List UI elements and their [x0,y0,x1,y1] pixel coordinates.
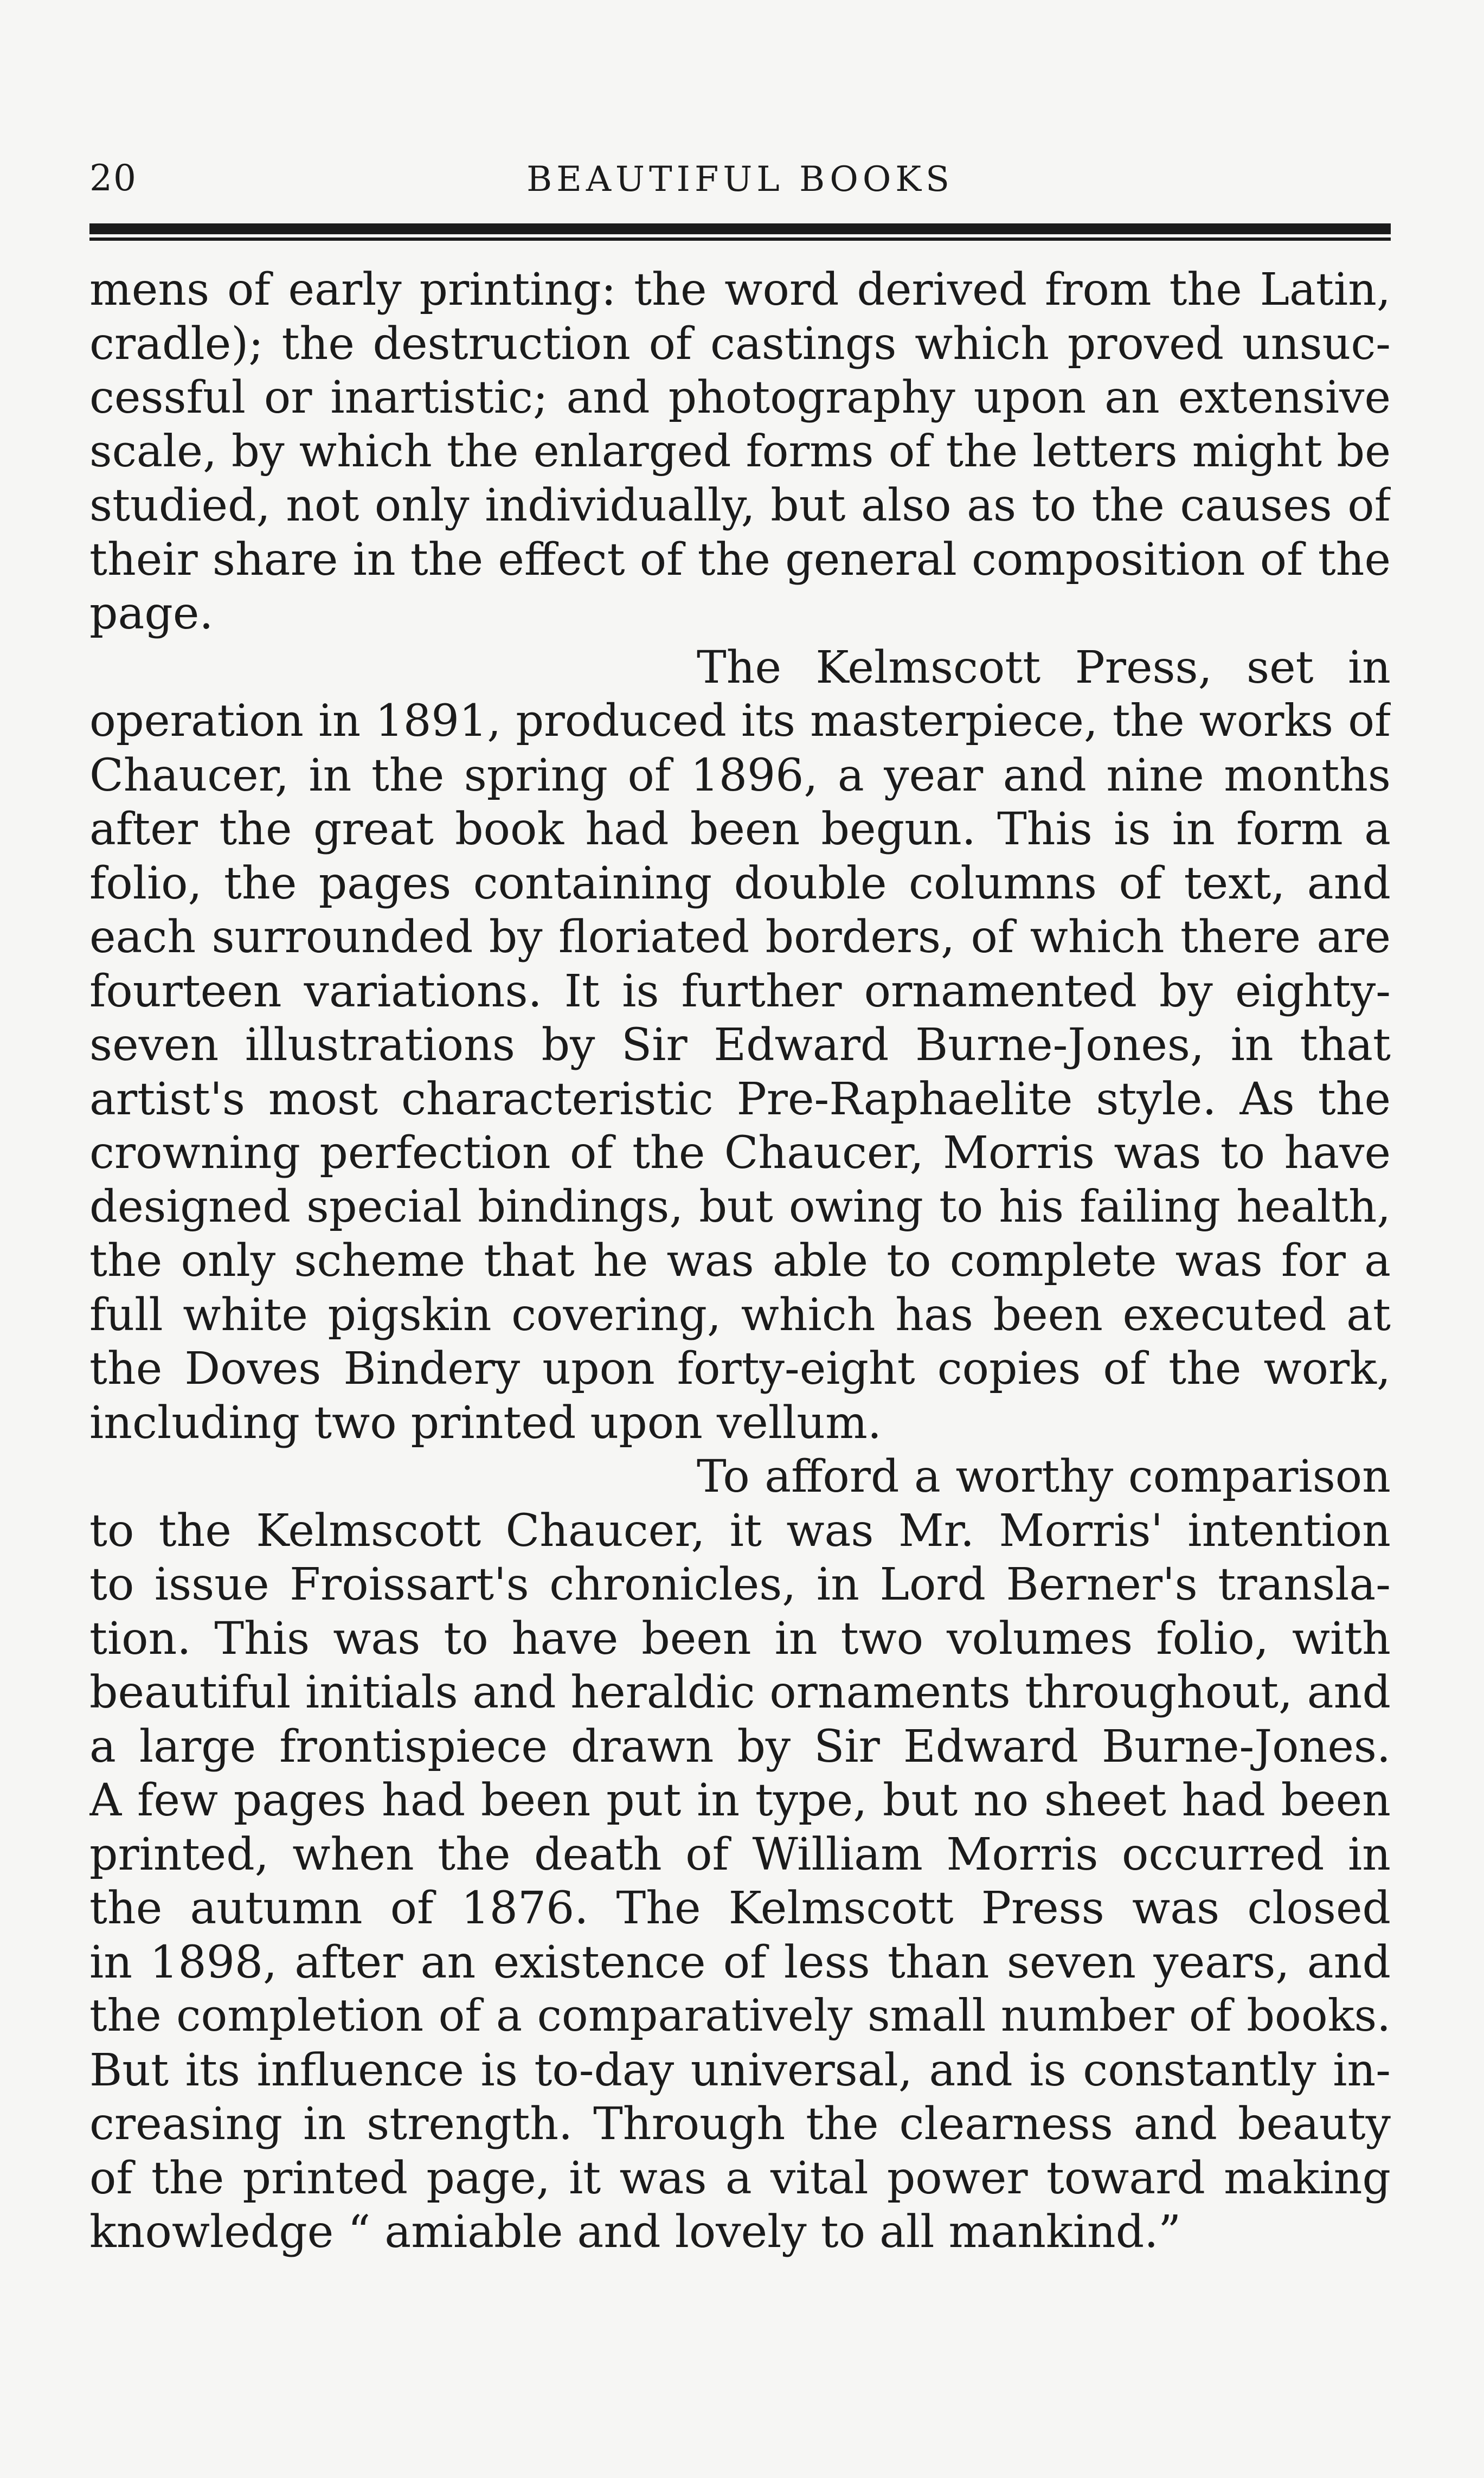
text-line: scale, by which the enlarged forms of the letters might be [89,426,1391,477]
paragraph-start: The Kelmscott Press, set in [697,641,1391,694]
text-line: seven illustrations by Sir Edward Burne-Jones, in that [89,1019,1391,1071]
text-line: the only scheme that he was able to complete was for a [89,1235,1391,1287]
text-line: in 1898, after an existence of less than seven years, and [89,1936,1391,1988]
text-line: page. [89,588,214,639]
text-line: artist's most characteristic Pre-Raphaelite style. As the [89,1073,1391,1125]
text-line: But its influence is to-day universal, and is constantly in- [89,2044,1391,2096]
body-text [89,263,1391,2259]
text-line: each surrounded by floriated borders, of which there are [89,911,1391,963]
text-line: the Doves Bindery upon forty-eight copies of the work, [89,1343,1391,1395]
text-line: cradle); the destruction of castings which proved unsuc- [89,318,1391,370]
text-line: Chaucer, in the spring of 1896, a year and nine months [89,749,1391,801]
header-rule-thick [89,223,1391,234]
text-line: knowledge “ amiable and lovely to all mankind.” [89,2206,1181,2258]
text-line: to the Kelmscott Chaucer, it was Mr. Morris' intention [89,1505,1391,1557]
text-line: including two printed upon vellum. [89,1397,882,1449]
text-line: studied, not only individually, but also as to the causes of [89,480,1391,531]
text-line: of the printed page, it was a vital power toward making [89,2152,1391,2204]
text-line: fourteen variations. It is further ornamented by eighty- [89,965,1391,1017]
text-line: to issue Froissart's chronicles, in Lord Berner's transla- [89,1559,1391,1610]
text-line: mens of early printing: the word derived from the Latin, [89,264,1391,316]
text-line: crowning perfection of the Chaucer, Morris was to have [89,1127,1391,1179]
text-line: designed special bindings, but owing to his failing health, [89,1181,1391,1232]
text-line: their share in the effect of the general composition of the [89,534,1391,586]
header-rule-thin [89,237,1391,241]
text-line: a large frontispiece drawn by Sir Edward Burne-Jones. [89,1721,1391,1773]
text-line: tion. This was to have been in two volumes folio, with [89,1613,1391,1665]
text-line: A few pages had been put in type, but no sheet had been [89,1775,1391,1826]
text-line: cessful or inartistic; and photography upon an extensive [89,372,1391,423]
text-line: the completion of a comparatively small number of books. [89,1991,1391,2042]
page-number: 20 [89,157,137,199]
running-title: BEAUTIFUL BOOKS [526,159,954,200]
text-line: folio, the pages containing double columns of text, and [89,857,1391,909]
text-line: operation in 1891, produced its masterpiece, the works of [89,696,1391,747]
text-line: creasing in strength. Through the clearness and beauty [89,2098,1391,2150]
text-line: the autumn of 1876. The Kelmscott Press was closed [89,1883,1391,1934]
text-line: full white pigskin covering, which has been executed at [89,1289,1391,1341]
paragraph-start: To afford a worthy comparison [697,1451,1391,1503]
running-head [89,157,1391,217]
text-line: printed, when the death of William Morris occurred in [89,1828,1391,1880]
text-line: after the great book had been begun. This is in form a [89,804,1391,855]
text-line: beautiful initials and heraldic ornaments throughout, and [89,1667,1391,1718]
